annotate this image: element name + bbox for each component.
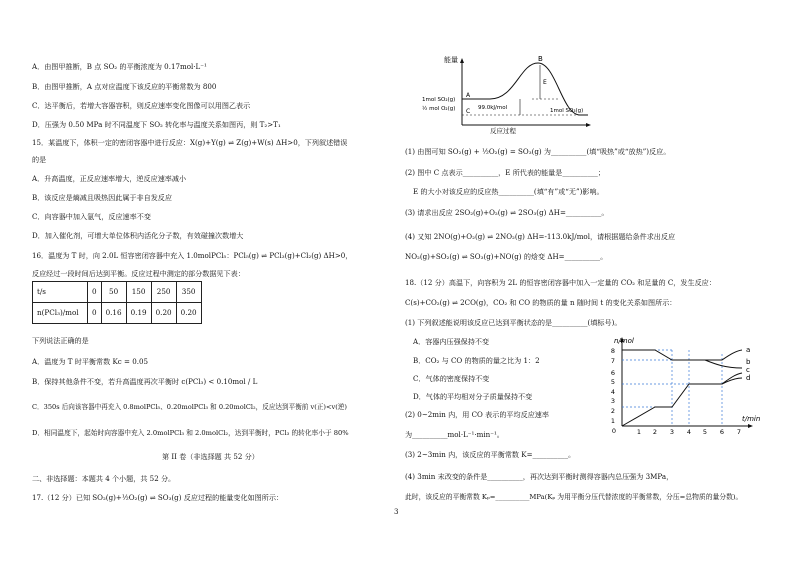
curve-label-b: b bbox=[746, 358, 751, 366]
q18-part2: (2) 0~2min 内，用 CO 表示的平均反应速率 bbox=[405, 410, 549, 419]
q18-part1: (1) 下列叙述能说明该反应已达到平衡状态的是__________(填标号)。 bbox=[405, 318, 622, 327]
q18-option-b: B．CO₂ 与 CO 的物质的量之比为 1：2 bbox=[413, 356, 540, 365]
q16-stem-cont: 反应经过一段时间后达到平衡。反应过程中测定的部分数据见下表： bbox=[32, 269, 245, 278]
e-label: E bbox=[543, 79, 547, 86]
x-tick-label: 2 bbox=[652, 428, 658, 436]
reactant-label: 1mol SO₂(g) bbox=[422, 97, 456, 103]
q15-stem: 15．某温度下，体积一定的密闭容器中进行反应：X(g)+Y(g) ⇌ Z(g)+W(s) ΔH>0，下列叙述错误 bbox=[32, 138, 348, 147]
q14-option-b: B．由图甲推断，A 点对应温度下该反应的平衡常数为 800 bbox=[32, 82, 217, 91]
y-tick-label: 8 bbox=[610, 347, 615, 355]
q18-reaction: C(s)+CO₂(g) ⇌ 2CO(g)，CO₂ 和 CO 的物质的量 n 随时间 t 的变化关系如图所示： bbox=[405, 298, 677, 307]
y-tick-label: 3 bbox=[610, 397, 615, 405]
q17-stem: 17.（12 分）已知 SO₂(g)+½O₂(g) ⇌ SO₃(g) 反应过程的能量变化如图所示： bbox=[32, 493, 284, 502]
curve-c bbox=[622, 373, 742, 426]
q17-part2-cont: E 的大小对该反应的反应热__________(填“有”或“无”)影响。 bbox=[413, 187, 604, 196]
arrow-right-icon bbox=[748, 424, 753, 428]
arrow-right-icon bbox=[586, 123, 591, 127]
q18-stem: 18.（12 分）高温下，向容积为 2L 的恒容密闭容器中加入一定量的 CO₂ 和足量的 C，发生反应： bbox=[405, 278, 716, 287]
q18-option-a: A．容器内压强保持不变 bbox=[413, 337, 490, 346]
curve-label-d: d bbox=[746, 374, 751, 382]
q16-option-c: C．350s 后向该容器中再充入 0.8molPCl₅、0.20molPCl₃ 和 0.20molCl₂，反应达到平衡前 v(正)<v(逆) bbox=[32, 403, 347, 411]
q18-option-c: C．气体的密度保持不变 bbox=[413, 374, 490, 383]
arrow-up-icon bbox=[460, 58, 464, 63]
table-cell: 350 bbox=[176, 282, 201, 303]
curve-b bbox=[705, 360, 742, 368]
q18-part4: (4) 3min 末改变的条件是__________，再次达到平衡时测得容器内总压强为 3MPa， bbox=[405, 472, 674, 481]
curve-a bbox=[622, 350, 742, 360]
q18-option-d: D．气体的平均相对分子质量保持不变 bbox=[413, 392, 533, 401]
energy-y-label: 能量 bbox=[444, 56, 458, 64]
x-tick-label: 4 bbox=[686, 428, 692, 436]
q17-part2: (2) 图中 C 点表示__________，E 所代表的能量是__________； bbox=[405, 168, 605, 177]
energy-diagram bbox=[420, 55, 600, 135]
q14-option-a: A．由图甲推断，B 点 SO₂ 的平衡浓度为 0.17mol·L⁻¹ bbox=[32, 62, 207, 71]
delta-label: 99.0kJ/mol bbox=[478, 105, 508, 111]
q14-option-d: D．压强为 0.50 MPa 时不同温度下 SO₂ 转化率与温度关系如图丙，则 T₂>T₁ bbox=[32, 120, 281, 129]
x-tick-label: 1 bbox=[636, 428, 642, 436]
point-a-label: A bbox=[466, 92, 471, 99]
table-cell: 0.16 bbox=[101, 303, 126, 324]
q15-option-d: D．加入催化剂，可增大单位体积内活化分子数，有效碰撞次数增大 bbox=[32, 231, 244, 240]
q15-option-b: B．该反应是熵减且吸热因此属于非自发反应 bbox=[32, 193, 172, 202]
q15-option-c: C．向容器中加入氩气，反应速率不变 bbox=[32, 212, 151, 221]
q14-option-c: C．达平衡后，若增大容器容积，则反应速率变化图像可以用图乙表示 bbox=[32, 101, 251, 110]
table-cell: n(PCl₃)/mol bbox=[33, 303, 88, 324]
q17-part4: (4) 又知 2NO(g)+O₂(g) ⇌ 2NO₂(g) ΔH=-113.0kJ/mol，请根据题给条件求出反应 bbox=[405, 232, 676, 241]
page-number: 3 bbox=[394, 508, 399, 516]
point-b-label: B bbox=[538, 55, 543, 63]
table-cell: 0 bbox=[88, 303, 102, 324]
q16-option-a: A．温度为 T 时平衡常数 Kc = 0.05 bbox=[32, 357, 148, 366]
q17-part3: (3) 请求出反应 2SO₂(g)+O₂(g) ⇌ 2SO₃(g) ΔH=__________。 bbox=[405, 208, 609, 217]
x-tick-label: 6 bbox=[719, 428, 725, 436]
table-row bbox=[33, 282, 202, 303]
q18-part2-cont: 为__________mol·L⁻¹·min⁻¹。 bbox=[405, 430, 504, 439]
curve-label-a: a bbox=[746, 346, 751, 354]
table-cell: 250 bbox=[151, 282, 176, 303]
energy-x-label: 反应过程 bbox=[490, 127, 516, 135]
q16-prompt: 下列说法正确的是 bbox=[32, 336, 89, 345]
nt-graph bbox=[600, 334, 770, 436]
origin-label: 0 bbox=[611, 427, 616, 435]
q16-option-b: B．保持其他条件不变，若升高温度再次平衡时 c(PCl₃) < 0.10mol / L bbox=[32, 377, 258, 386]
pcl3-data-table bbox=[32, 281, 202, 324]
curve-label-c: c bbox=[746, 366, 750, 374]
table-cell: 0 bbox=[88, 282, 102, 303]
y-tick-label: 1 bbox=[610, 417, 615, 425]
x-tick-label: 7 bbox=[736, 428, 742, 436]
nt-x-label: t/min bbox=[742, 415, 761, 423]
y-tick-label: 7 bbox=[610, 357, 615, 365]
y-tick-label: 2 bbox=[610, 407, 615, 415]
curve-d bbox=[722, 378, 742, 384]
guide-lines bbox=[622, 350, 722, 426]
q15-stem-cont: 的是 bbox=[32, 155, 47, 164]
product-label: 1mol SO₃(g) bbox=[550, 108, 584, 114]
nt-y-label: n/mol bbox=[614, 337, 634, 345]
table-cell: 50 bbox=[101, 282, 126, 303]
reactant2-label: ½ mol O₂(g) bbox=[422, 106, 456, 112]
table-cell: 0.20 bbox=[176, 303, 201, 324]
table-cell: 0.20 bbox=[151, 303, 176, 324]
table-cell: 150 bbox=[126, 282, 151, 303]
q16-stem: 16．温度为 T 时，向 2.0L 恒容密闭容器中充入 1.0molPCl₅：PCl₅(g) ⇌ PCl₃(g)+Cl₂(g) ΔH>0， bbox=[32, 251, 353, 260]
y-tick-label: 5 bbox=[610, 378, 615, 386]
point-c-label: C bbox=[466, 108, 471, 115]
q18-part3: (3) 2~3min 内，该反应的平衡常数 K=__________。 bbox=[405, 450, 576, 459]
section-instructions: 二、非选择题：本题共 4 个小题，共 52 分。 bbox=[32, 474, 176, 483]
q15-option-a: A．升高温度，正反应速率增大，逆反应速率减小 bbox=[32, 174, 187, 183]
table-row bbox=[33, 303, 202, 324]
y-tick-label: 4 bbox=[610, 388, 615, 396]
table-cell: 0.19 bbox=[126, 303, 151, 324]
q17-part4-cont: NO₂(g)+SO₂(g) ⇌ SO₃(g)+NO(g) 的焓变 ΔH=__________。 bbox=[405, 252, 608, 261]
y-tick-label: 6 bbox=[610, 369, 615, 377]
q18-part4-cont: 此时，该反应的平衡常数 Kₚ=__________MPa(Kₚ 为用平衡分压代替浓度的平衡常数，分压=总物质的量分数)。 bbox=[405, 493, 743, 501]
table-cell: t/s bbox=[33, 282, 88, 303]
q16-option-d: D．相同温度下，起始时向容器中充入 2.0molPCl₃ 和 2.0molCl₂，达到平衡时，PCl₃ 的转化率小于 80% bbox=[32, 429, 349, 437]
q17-part1: (1) 由图可知 SO₂(g) + ½O₂(g) = SO₃(g) 为__________(填“吸热”或“放热”)反应。 bbox=[405, 147, 671, 156]
section-title: 第 II 卷（非选择题 共 52 分） bbox=[162, 452, 259, 461]
x-tick-label: 5 bbox=[702, 428, 708, 436]
x-tick-label: 3 bbox=[669, 428, 675, 436]
